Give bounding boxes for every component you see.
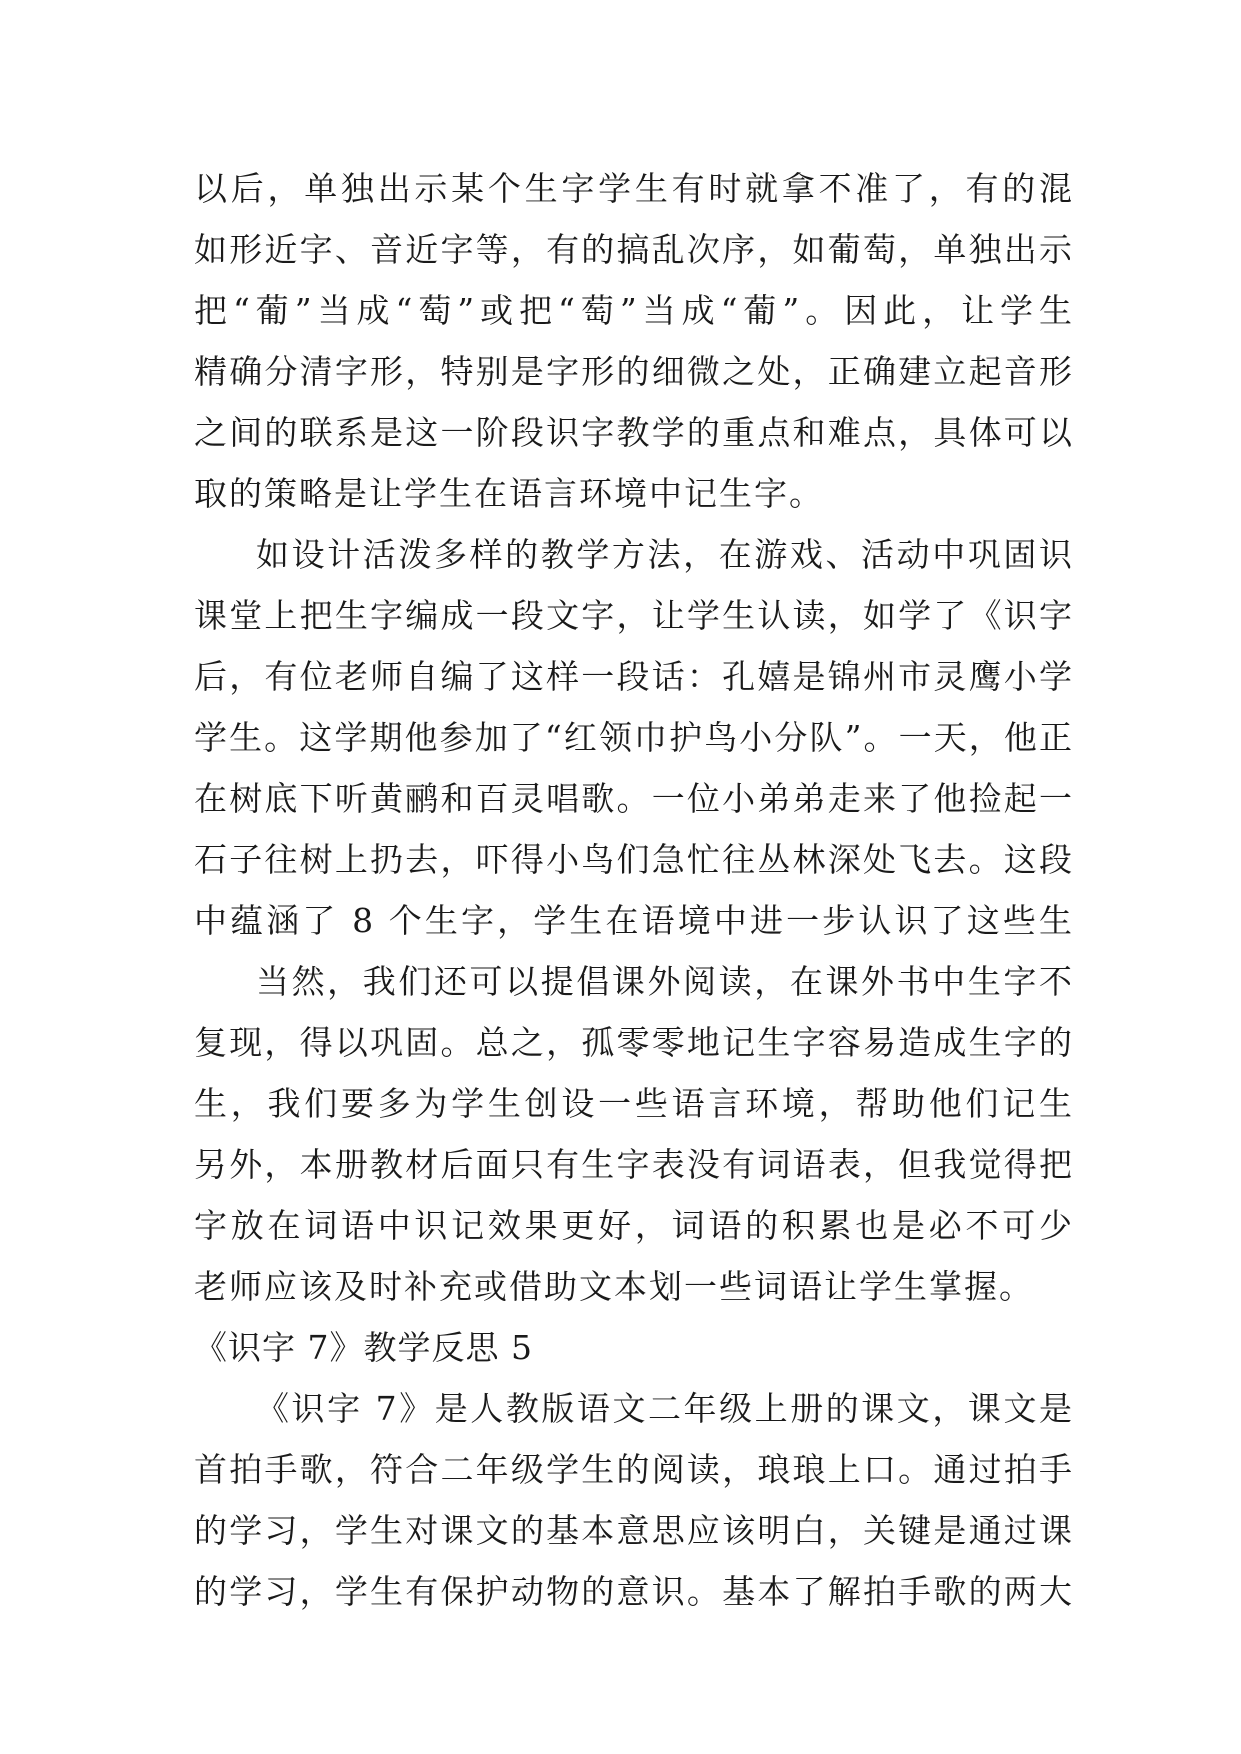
text-line: 当然，我们还可以提倡课外阅读，在课外书中生字不 <box>256 962 1074 1001</box>
text-line: 的学习，学生有保护动物的意识。基本了解拍手歌的两大 <box>194 1572 1074 1611</box>
text-line: 的学习，学生对课文的基本意思应该明白，关键是通过课 <box>194 1511 1074 1550</box>
text-line: 《识字 7》是人教版语文二年级上册的课文，课文是 <box>256 1389 1074 1428</box>
text-line: 在树底下听黄鹂和百灵唱歌。一位小弟弟走来了他捡起一 <box>194 779 1074 818</box>
text-line: 字放在词语中识记效果更好，词语的积累也是必不可少 <box>194 1206 1074 1245</box>
text-line: 取的策略是让学生在语言环境中记生字。 <box>194 474 824 513</box>
text-line: 如设计活泼多样的教学方法，在游戏、活动中巩固识 <box>256 535 1074 574</box>
text-line: 复现，得以巩固。总之，孤零零地记生字容易造成生字的 <box>194 1023 1074 1062</box>
text-line: 中蕴涵了 8 个生字，学生在语境中进一步认识了这些生 <box>194 901 1074 940</box>
text-line: 生，我们要多为学生创设一些语言环境，帮助他们记生 <box>194 1084 1074 1123</box>
section-heading: 《识字 7》教学反思 5 <box>194 1328 533 1367</box>
text-line: 之间的联系是这一阶段识字教学的重点和难点，具体可以 <box>194 413 1074 452</box>
text-line: 如形近字、音近字等，有的搞乱次序，如葡萄，单独出示 <box>194 230 1074 269</box>
document-body <box>194 158 1074 1622</box>
text-line: 以后，单独出示某个生字学生有时就拿不准了，有的混 <box>194 169 1074 208</box>
text-line: 首拍手歌，符合二年级学生的阅读，琅琅上口。通过拍手 <box>194 1450 1074 1489</box>
text-line: 老师应该及时补充或借助文本划一些词语让学生掌握。 <box>194 1267 1034 1306</box>
text-line: 精确分清字形，特别是字形的细微之处，正确建立起音形 <box>194 352 1074 391</box>
text-line: 石子往树上扔去，吓得小鸟们急忙往丛林深处飞去。这段 <box>194 840 1074 879</box>
text-line: 后，有位老师自编了这样一段话：孔嬉是锦州市灵鹰小学 <box>194 657 1074 696</box>
text-line: 课堂上把生字编成一段文字，让学生认读，如学了《识字 <box>194 596 1074 635</box>
text-line: 另外，本册教材后面只有生字表没有词语表，但我觉得把 <box>194 1145 1074 1184</box>
text-line: 学生。这学期他参加了“红领巾护鸟小分队”。一天，他正 <box>194 718 1074 757</box>
text-line: 把“葡”当成“萄”或把“萄”当成“葡”。因此，让学生 <box>194 291 1074 330</box>
